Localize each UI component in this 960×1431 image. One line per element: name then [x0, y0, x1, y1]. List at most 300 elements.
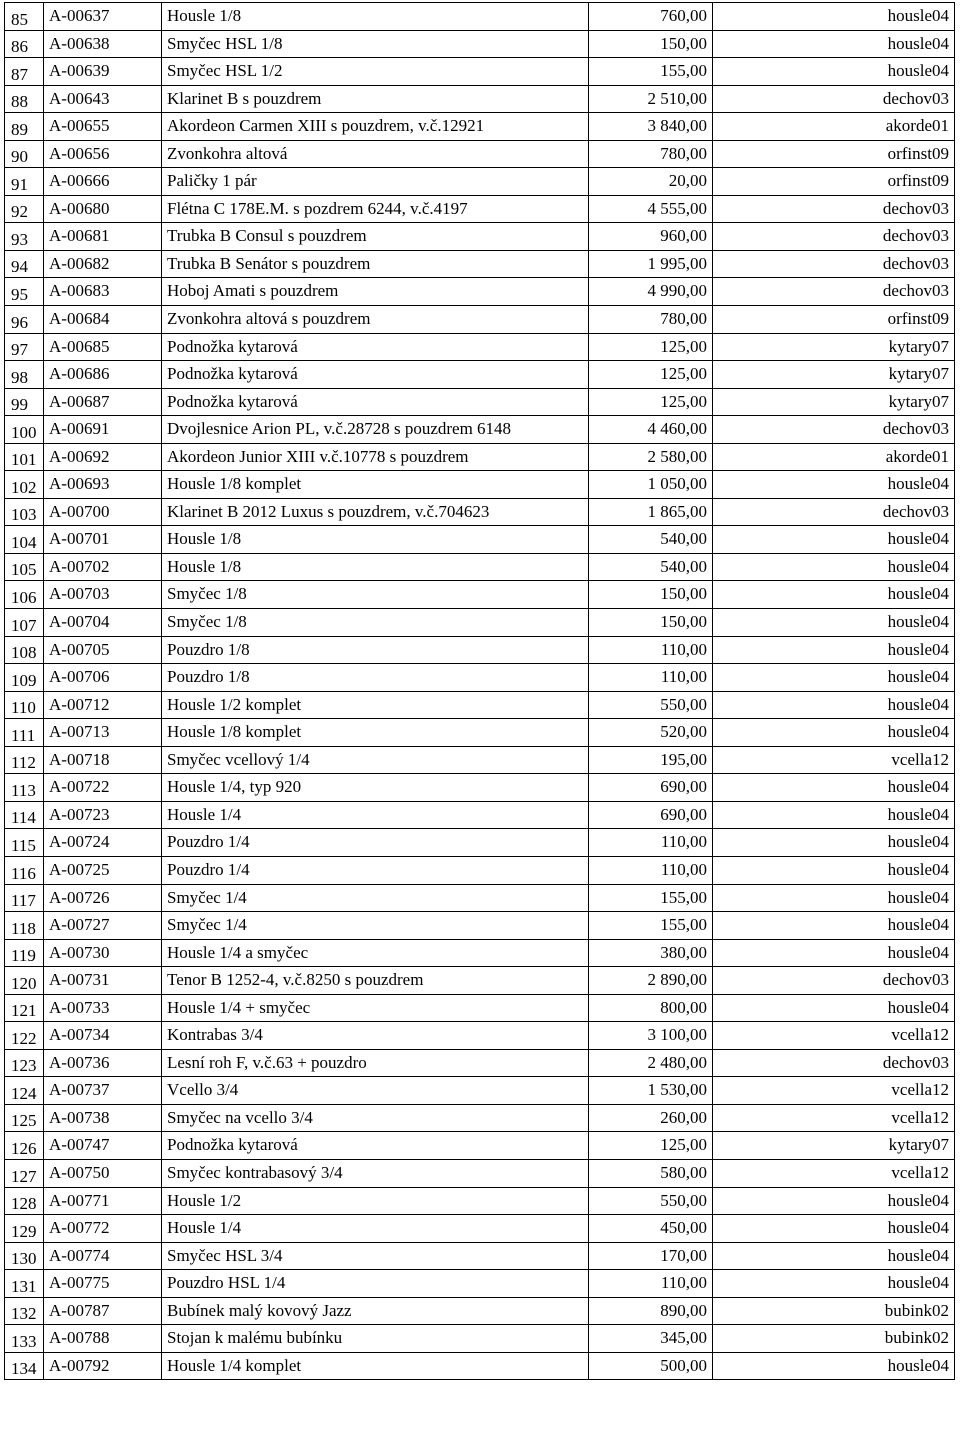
item-code: A-00639: [44, 58, 162, 86]
row-number: 118: [5, 912, 44, 940]
row-number: 122: [5, 1022, 44, 1050]
item-description: Smyčec na vcello 3/4: [162, 1104, 589, 1132]
item-price: 580,00: [589, 1159, 713, 1187]
item-price: 170,00: [589, 1242, 713, 1270]
item-category: orfinst09: [713, 306, 955, 334]
row-number: 124: [5, 1077, 44, 1105]
item-description: Trubka B Senátor s pouzdrem: [162, 250, 589, 278]
item-description: Podnožka kytarová: [162, 333, 589, 361]
item-code: A-00788: [44, 1325, 162, 1353]
row-number: 107: [5, 609, 44, 637]
item-code: A-00736: [44, 1049, 162, 1077]
table-row: [5, 250, 955, 278]
item-price: 110,00: [589, 664, 713, 692]
item-description: Tenor B 1252-4, v.č.8250 s pouzdrem: [162, 967, 589, 995]
table-row: [5, 1187, 955, 1215]
table-row: [5, 58, 955, 86]
item-price: 345,00: [589, 1325, 713, 1353]
item-category: housle04: [713, 884, 955, 912]
item-description: Housle 1/8: [162, 526, 589, 554]
item-code: A-00637: [44, 3, 162, 31]
item-code: A-00691: [44, 416, 162, 444]
item-price: 1 530,00: [589, 1077, 713, 1105]
item-code: A-00737: [44, 1077, 162, 1105]
item-description: Smyčec 1/4: [162, 884, 589, 912]
row-number: 110: [5, 691, 44, 719]
item-description: Klarinet B 2012 Luxus s pouzdrem, v.č.704623: [162, 498, 589, 526]
item-description: Smyčec 1/4: [162, 912, 589, 940]
item-code: A-00693: [44, 471, 162, 499]
table-row: [5, 168, 955, 196]
row-number: 129: [5, 1215, 44, 1243]
item-code: A-00731: [44, 967, 162, 995]
item-description: Kontrabas 3/4: [162, 1022, 589, 1050]
row-number: 103: [5, 498, 44, 526]
item-price: 150,00: [589, 581, 713, 609]
item-category: housle04: [713, 526, 955, 554]
row-number: 87: [5, 58, 44, 86]
item-category: vcella12: [713, 1022, 955, 1050]
table-row: [5, 1159, 955, 1187]
item-code: A-00682: [44, 250, 162, 278]
item-code: A-00705: [44, 636, 162, 664]
table-row: [5, 140, 955, 168]
table-row: [5, 801, 955, 829]
row-number: 133: [5, 1325, 44, 1353]
item-category: kytary07: [713, 388, 955, 416]
item-code: A-00730: [44, 939, 162, 967]
item-price: 760,00: [589, 3, 713, 31]
item-price: 155,00: [589, 912, 713, 940]
item-code: A-00724: [44, 829, 162, 857]
item-description: Akordeon Junior XIII v.č.10778 s pouzdrem: [162, 443, 589, 471]
row-number: 131: [5, 1270, 44, 1298]
table-row: [5, 1215, 955, 1243]
item-description: Housle 1/8 komplet: [162, 719, 589, 747]
item-category: kytary07: [713, 361, 955, 389]
table-row: [5, 1077, 955, 1105]
table-row: [5, 306, 955, 334]
item-code: A-00775: [44, 1270, 162, 1298]
item-price: 960,00: [589, 223, 713, 251]
item-description: Pouzdro 1/8: [162, 636, 589, 664]
item-description: Stojan k malému bubínku: [162, 1325, 589, 1353]
table-row: [5, 1297, 955, 1325]
row-number: 109: [5, 664, 44, 692]
item-code: A-00685: [44, 333, 162, 361]
row-number: 100: [5, 416, 44, 444]
item-price: 380,00: [589, 939, 713, 967]
item-category: akorde01: [713, 113, 955, 141]
table-row: [5, 912, 955, 940]
item-price: 540,00: [589, 553, 713, 581]
row-number: 117: [5, 884, 44, 912]
item-code: A-00666: [44, 168, 162, 196]
table-row: [5, 416, 955, 444]
item-code: A-00727: [44, 912, 162, 940]
item-price: 2 480,00: [589, 1049, 713, 1077]
item-price: 540,00: [589, 526, 713, 554]
item-description: Smyčec kontrabasový 3/4: [162, 1159, 589, 1187]
row-number: 123: [5, 1049, 44, 1077]
item-category: housle04: [713, 774, 955, 802]
item-code: A-00733: [44, 994, 162, 1022]
row-number: 116: [5, 856, 44, 884]
row-number: 127: [5, 1159, 44, 1187]
item-code: A-00683: [44, 278, 162, 306]
item-code: A-00684: [44, 306, 162, 334]
item-description: Podnožka kytarová: [162, 1132, 589, 1160]
table-row: [5, 994, 955, 1022]
table-row: [5, 636, 955, 664]
item-description: Pouzdro 1/8: [162, 664, 589, 692]
table-row: [5, 553, 955, 581]
item-category: dechov03: [713, 85, 955, 113]
item-category: housle04: [713, 664, 955, 692]
item-category: housle04: [713, 30, 955, 58]
item-price: 2 580,00: [589, 443, 713, 471]
item-code: A-00681: [44, 223, 162, 251]
item-code: A-00772: [44, 1215, 162, 1243]
table-row: [5, 774, 955, 802]
item-code: A-00787: [44, 1297, 162, 1325]
item-category: housle04: [713, 581, 955, 609]
table-row: [5, 498, 955, 526]
item-price: 155,00: [589, 58, 713, 86]
item-category: orfinst09: [713, 140, 955, 168]
item-price: 890,00: [589, 1297, 713, 1325]
item-category: bubink02: [713, 1325, 955, 1353]
row-number: 106: [5, 581, 44, 609]
item-category: dechov03: [713, 967, 955, 995]
table-row: [5, 333, 955, 361]
table-row: [5, 113, 955, 141]
item-category: housle04: [713, 939, 955, 967]
item-price: 780,00: [589, 140, 713, 168]
row-number: 98: [5, 361, 44, 389]
row-number: 89: [5, 113, 44, 141]
item-code: A-00738: [44, 1104, 162, 1132]
item-price: 450,00: [589, 1215, 713, 1243]
item-category: housle04: [713, 912, 955, 940]
item-price: 2 890,00: [589, 967, 713, 995]
row-number: 125: [5, 1104, 44, 1132]
item-price: 500,00: [589, 1352, 713, 1380]
item-category: vcella12: [713, 1159, 955, 1187]
row-number: 120: [5, 967, 44, 995]
item-code: A-00643: [44, 85, 162, 113]
item-code: A-00723: [44, 801, 162, 829]
table-row: [5, 1352, 955, 1380]
item-price: 110,00: [589, 636, 713, 664]
item-category: housle04: [713, 856, 955, 884]
item-code: A-00718: [44, 746, 162, 774]
item-price: 195,00: [589, 746, 713, 774]
item-price: 780,00: [589, 306, 713, 334]
item-code: A-00750: [44, 1159, 162, 1187]
item-category: dechov03: [713, 1049, 955, 1077]
item-category: housle04: [713, 471, 955, 499]
item-description: Smyčec HSL 1/8: [162, 30, 589, 58]
table-row: [5, 856, 955, 884]
item-price: 690,00: [589, 801, 713, 829]
item-code: A-00774: [44, 1242, 162, 1270]
item-price: 4 555,00: [589, 195, 713, 223]
item-category: housle04: [713, 553, 955, 581]
item-category: housle04: [713, 994, 955, 1022]
item-price: 4 990,00: [589, 278, 713, 306]
table-row: [5, 443, 955, 471]
item-code: A-00701: [44, 526, 162, 554]
row-number: 101: [5, 443, 44, 471]
row-number: 128: [5, 1187, 44, 1215]
item-description: Housle 1/8 komplet: [162, 471, 589, 499]
item-description: Hoboj Amati s pouzdrem: [162, 278, 589, 306]
item-category: vcella12: [713, 1077, 955, 1105]
item-price: 3 840,00: [589, 113, 713, 141]
item-code: A-00792: [44, 1352, 162, 1380]
item-code: A-00734: [44, 1022, 162, 1050]
item-price: 800,00: [589, 994, 713, 1022]
item-code: A-00771: [44, 1187, 162, 1215]
item-code: A-00692: [44, 443, 162, 471]
item-category: housle04: [713, 3, 955, 31]
item-price: 125,00: [589, 1132, 713, 1160]
item-price: 110,00: [589, 1270, 713, 1298]
row-number: 132: [5, 1297, 44, 1325]
table-row: [5, 829, 955, 857]
item-code: A-00702: [44, 553, 162, 581]
item-description: Pouzdro 1/4: [162, 856, 589, 884]
item-category: dechov03: [713, 498, 955, 526]
item-description: Flétna C 178E.M. s pozdrem 6244, v.č.4197: [162, 195, 589, 223]
table-row: [5, 1325, 955, 1353]
row-number: 119: [5, 939, 44, 967]
item-category: kytary07: [713, 1132, 955, 1160]
table-row: [5, 223, 955, 251]
item-code: A-00638: [44, 30, 162, 58]
item-price: 2 510,00: [589, 85, 713, 113]
row-number: 94: [5, 250, 44, 278]
item-price: 520,00: [589, 719, 713, 747]
table-row: [5, 30, 955, 58]
item-price: 125,00: [589, 361, 713, 389]
row-number: 112: [5, 746, 44, 774]
row-number: 85: [5, 3, 44, 31]
row-number: 88: [5, 85, 44, 113]
item-price: 110,00: [589, 856, 713, 884]
item-price: 125,00: [589, 388, 713, 416]
row-number: 95: [5, 278, 44, 306]
table-row: [5, 1132, 955, 1160]
table-row: [5, 3, 955, 31]
item-code: A-00725: [44, 856, 162, 884]
item-code: A-00686: [44, 361, 162, 389]
table-row: [5, 691, 955, 719]
item-code: A-00704: [44, 609, 162, 637]
row-number: 96: [5, 306, 44, 334]
table-row: [5, 471, 955, 499]
item-code: A-00700: [44, 498, 162, 526]
row-number: 130: [5, 1242, 44, 1270]
item-description: Pouzdro HSL 1/4: [162, 1270, 589, 1298]
item-price: 260,00: [589, 1104, 713, 1132]
item-category: vcella12: [713, 1104, 955, 1132]
row-number: 114: [5, 801, 44, 829]
table-row: [5, 1242, 955, 1270]
table-row: [5, 884, 955, 912]
item-price: 150,00: [589, 609, 713, 637]
item-category: housle04: [713, 829, 955, 857]
item-category: housle04: [713, 1270, 955, 1298]
item-description: Smyčec 1/8: [162, 581, 589, 609]
row-number: 126: [5, 1132, 44, 1160]
row-number: 92: [5, 195, 44, 223]
row-number: 99: [5, 388, 44, 416]
table-row: [5, 195, 955, 223]
item-category: housle04: [713, 636, 955, 664]
item-description: Smyčec HSL 1/2: [162, 58, 589, 86]
table-row: [5, 278, 955, 306]
item-code: A-00687: [44, 388, 162, 416]
item-price: 690,00: [589, 774, 713, 802]
row-number: 134: [5, 1352, 44, 1380]
item-price: 550,00: [589, 691, 713, 719]
item-description: Housle 1/4, typ 920: [162, 774, 589, 802]
row-number: 86: [5, 30, 44, 58]
item-category: kytary07: [713, 333, 955, 361]
item-description: Podnožka kytarová: [162, 361, 589, 389]
item-price: 1 050,00: [589, 471, 713, 499]
item-category: bubink02: [713, 1297, 955, 1325]
item-category: orfinst09: [713, 168, 955, 196]
item-price: 3 100,00: [589, 1022, 713, 1050]
table-row: [5, 664, 955, 692]
item-description: Housle 1/2: [162, 1187, 589, 1215]
item-description: Trubka B Consul s pouzdrem: [162, 223, 589, 251]
item-code: A-00726: [44, 884, 162, 912]
item-description: Vcello 3/4: [162, 1077, 589, 1105]
table-row: [5, 719, 955, 747]
table-body: [5, 3, 955, 1380]
item-description: Paličky 1 pár: [162, 168, 589, 196]
item-price: 1 995,00: [589, 250, 713, 278]
table-row: [5, 361, 955, 389]
row-number: 104: [5, 526, 44, 554]
item-category: housle04: [713, 1352, 955, 1380]
item-description: Smyčec vcellový 1/4: [162, 746, 589, 774]
item-description: Akordeon Carmen XIII s pouzdrem, v.č.12921: [162, 113, 589, 141]
item-category: dechov03: [713, 278, 955, 306]
item-description: Lesní roh F, v.č.63 + pouzdro: [162, 1049, 589, 1077]
item-category: housle04: [713, 1187, 955, 1215]
item-price: 110,00: [589, 829, 713, 857]
table-row: [5, 1270, 955, 1298]
item-code: A-00713: [44, 719, 162, 747]
item-category: akorde01: [713, 443, 955, 471]
item-description: Dvojlesnice Arion PL, v.č.28728 s pouzdrem 6148: [162, 416, 589, 444]
item-description: Housle 1/4 komplet: [162, 1352, 589, 1380]
row-number: 108: [5, 636, 44, 664]
table-row: [5, 1104, 955, 1132]
item-code: A-00722: [44, 774, 162, 802]
row-number: 102: [5, 471, 44, 499]
table-row: [5, 1022, 955, 1050]
item-price: 20,00: [589, 168, 713, 196]
item-category: housle04: [713, 719, 955, 747]
table-row: [5, 1049, 955, 1077]
item-description: Housle 1/4 + smyčec: [162, 994, 589, 1022]
table-row: [5, 609, 955, 637]
row-number: 97: [5, 333, 44, 361]
item-code: A-00747: [44, 1132, 162, 1160]
row-number: 111: [5, 719, 44, 747]
item-price: 125,00: [589, 333, 713, 361]
table-row: [5, 967, 955, 995]
item-category: dechov03: [713, 223, 955, 251]
item-description: Housle 1/4: [162, 801, 589, 829]
item-description: Zvonkohra altová: [162, 140, 589, 168]
table-row: [5, 526, 955, 554]
item-description: Klarinet B s pouzdrem: [162, 85, 589, 113]
row-number: 105: [5, 553, 44, 581]
item-description: Zvonkohra altová s pouzdrem: [162, 306, 589, 334]
item-price: 550,00: [589, 1187, 713, 1215]
item-code: A-00680: [44, 195, 162, 223]
inventory-table: [4, 2, 955, 1380]
row-number: 93: [5, 223, 44, 251]
item-category: vcella12: [713, 746, 955, 774]
item-price: 155,00: [589, 884, 713, 912]
table-row: [5, 85, 955, 113]
item-category: housle04: [713, 609, 955, 637]
item-description: Housle 1/4: [162, 1215, 589, 1243]
row-number: 121: [5, 994, 44, 1022]
item-category: dechov03: [713, 416, 955, 444]
table-row: [5, 581, 955, 609]
item-category: housle04: [713, 691, 955, 719]
item-code: A-00712: [44, 691, 162, 719]
item-description: Smyčec 1/8: [162, 609, 589, 637]
item-code: A-00703: [44, 581, 162, 609]
item-description: Housle 1/2 komplet: [162, 691, 589, 719]
item-description: Smyčec HSL 3/4: [162, 1242, 589, 1270]
item-category: dechov03: [713, 250, 955, 278]
item-code: A-00656: [44, 140, 162, 168]
item-category: housle04: [713, 58, 955, 86]
item-category: housle04: [713, 1242, 955, 1270]
item-category: housle04: [713, 1215, 955, 1243]
item-description: Bubínek malý kovový Jazz: [162, 1297, 589, 1325]
row-number: 91: [5, 168, 44, 196]
item-price: 1 865,00: [589, 498, 713, 526]
row-number: 115: [5, 829, 44, 857]
item-code: A-00655: [44, 113, 162, 141]
item-description: Pouzdro 1/4: [162, 829, 589, 857]
item-description: Housle 1/4 a smyčec: [162, 939, 589, 967]
item-price: 4 460,00: [589, 416, 713, 444]
item-category: dechov03: [713, 195, 955, 223]
table-row: [5, 388, 955, 416]
item-description: Housle 1/8: [162, 3, 589, 31]
table-row: [5, 746, 955, 774]
row-number: 90: [5, 140, 44, 168]
row-number: 113: [5, 774, 44, 802]
item-description: Podnožka kytarová: [162, 388, 589, 416]
item-description: Housle 1/8: [162, 553, 589, 581]
item-category: housle04: [713, 801, 955, 829]
item-code: A-00706: [44, 664, 162, 692]
